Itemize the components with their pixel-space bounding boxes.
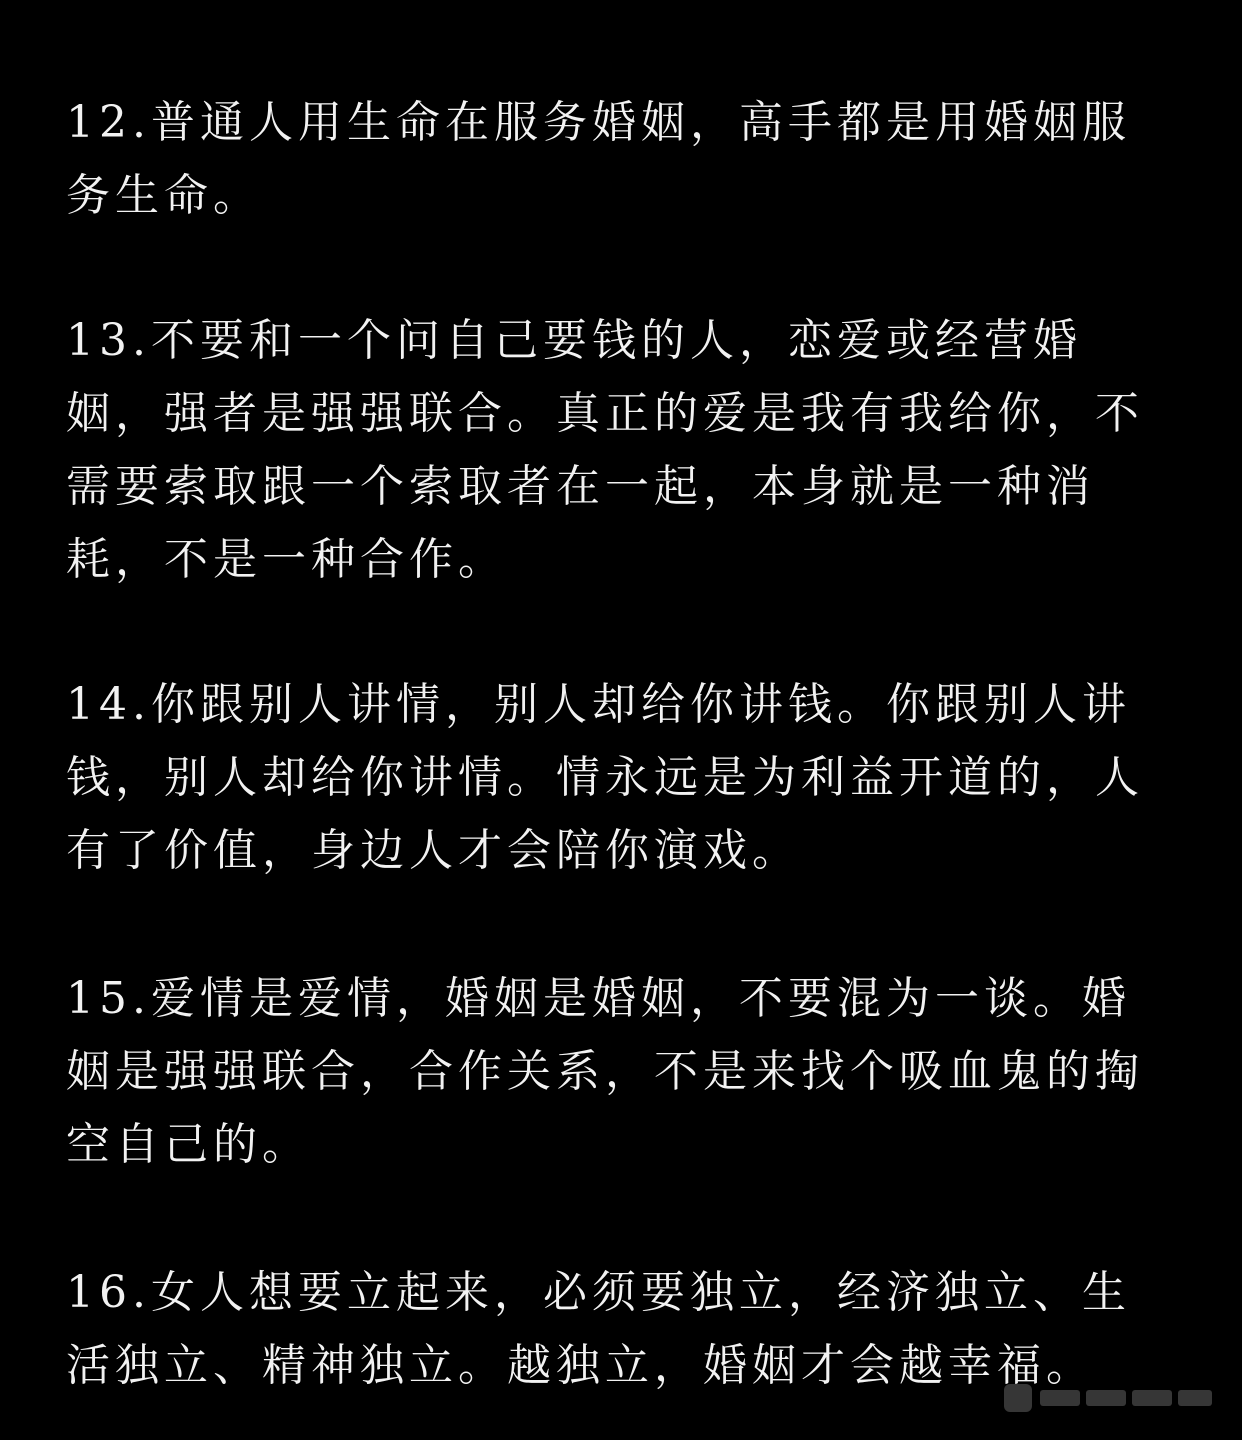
paragraph-16: 16.女人想要立起来，必须要独立，经济独立、生活独立、精神独立。越独立，婚姻才会越幸福。 (66, 1267, 1131, 1391)
paragraph-13: 13.不要和一个问自己要钱的人，恋爱或经营婚姻，强者是强强联合。真正的爱是我有我给你，不需要索取跟一个索取者在一起，本身就是一种消耗，不是一种合作。 (66, 315, 1144, 585)
paragraph-12: 12.普通人用生命在服务婚姻，高手都是用婚姻服务生命。 (66, 97, 1131, 221)
watermark-logo (1004, 1378, 1214, 1418)
paragraph-14: 14.你跟别人讲情，别人却给你讲钱。你跟别人讲钱，别人却给你讲情。情永远是为利益开道的，人有了价值，身边人才会陪你演戏。 (66, 679, 1144, 876)
paragraph-15: 15.爱情是爱情，婚姻是婚姻，不要混为一谈。婚姻是强强联合，合作关系，不是来找个吸血鬼的掏空自己的。 (66, 973, 1144, 1170)
